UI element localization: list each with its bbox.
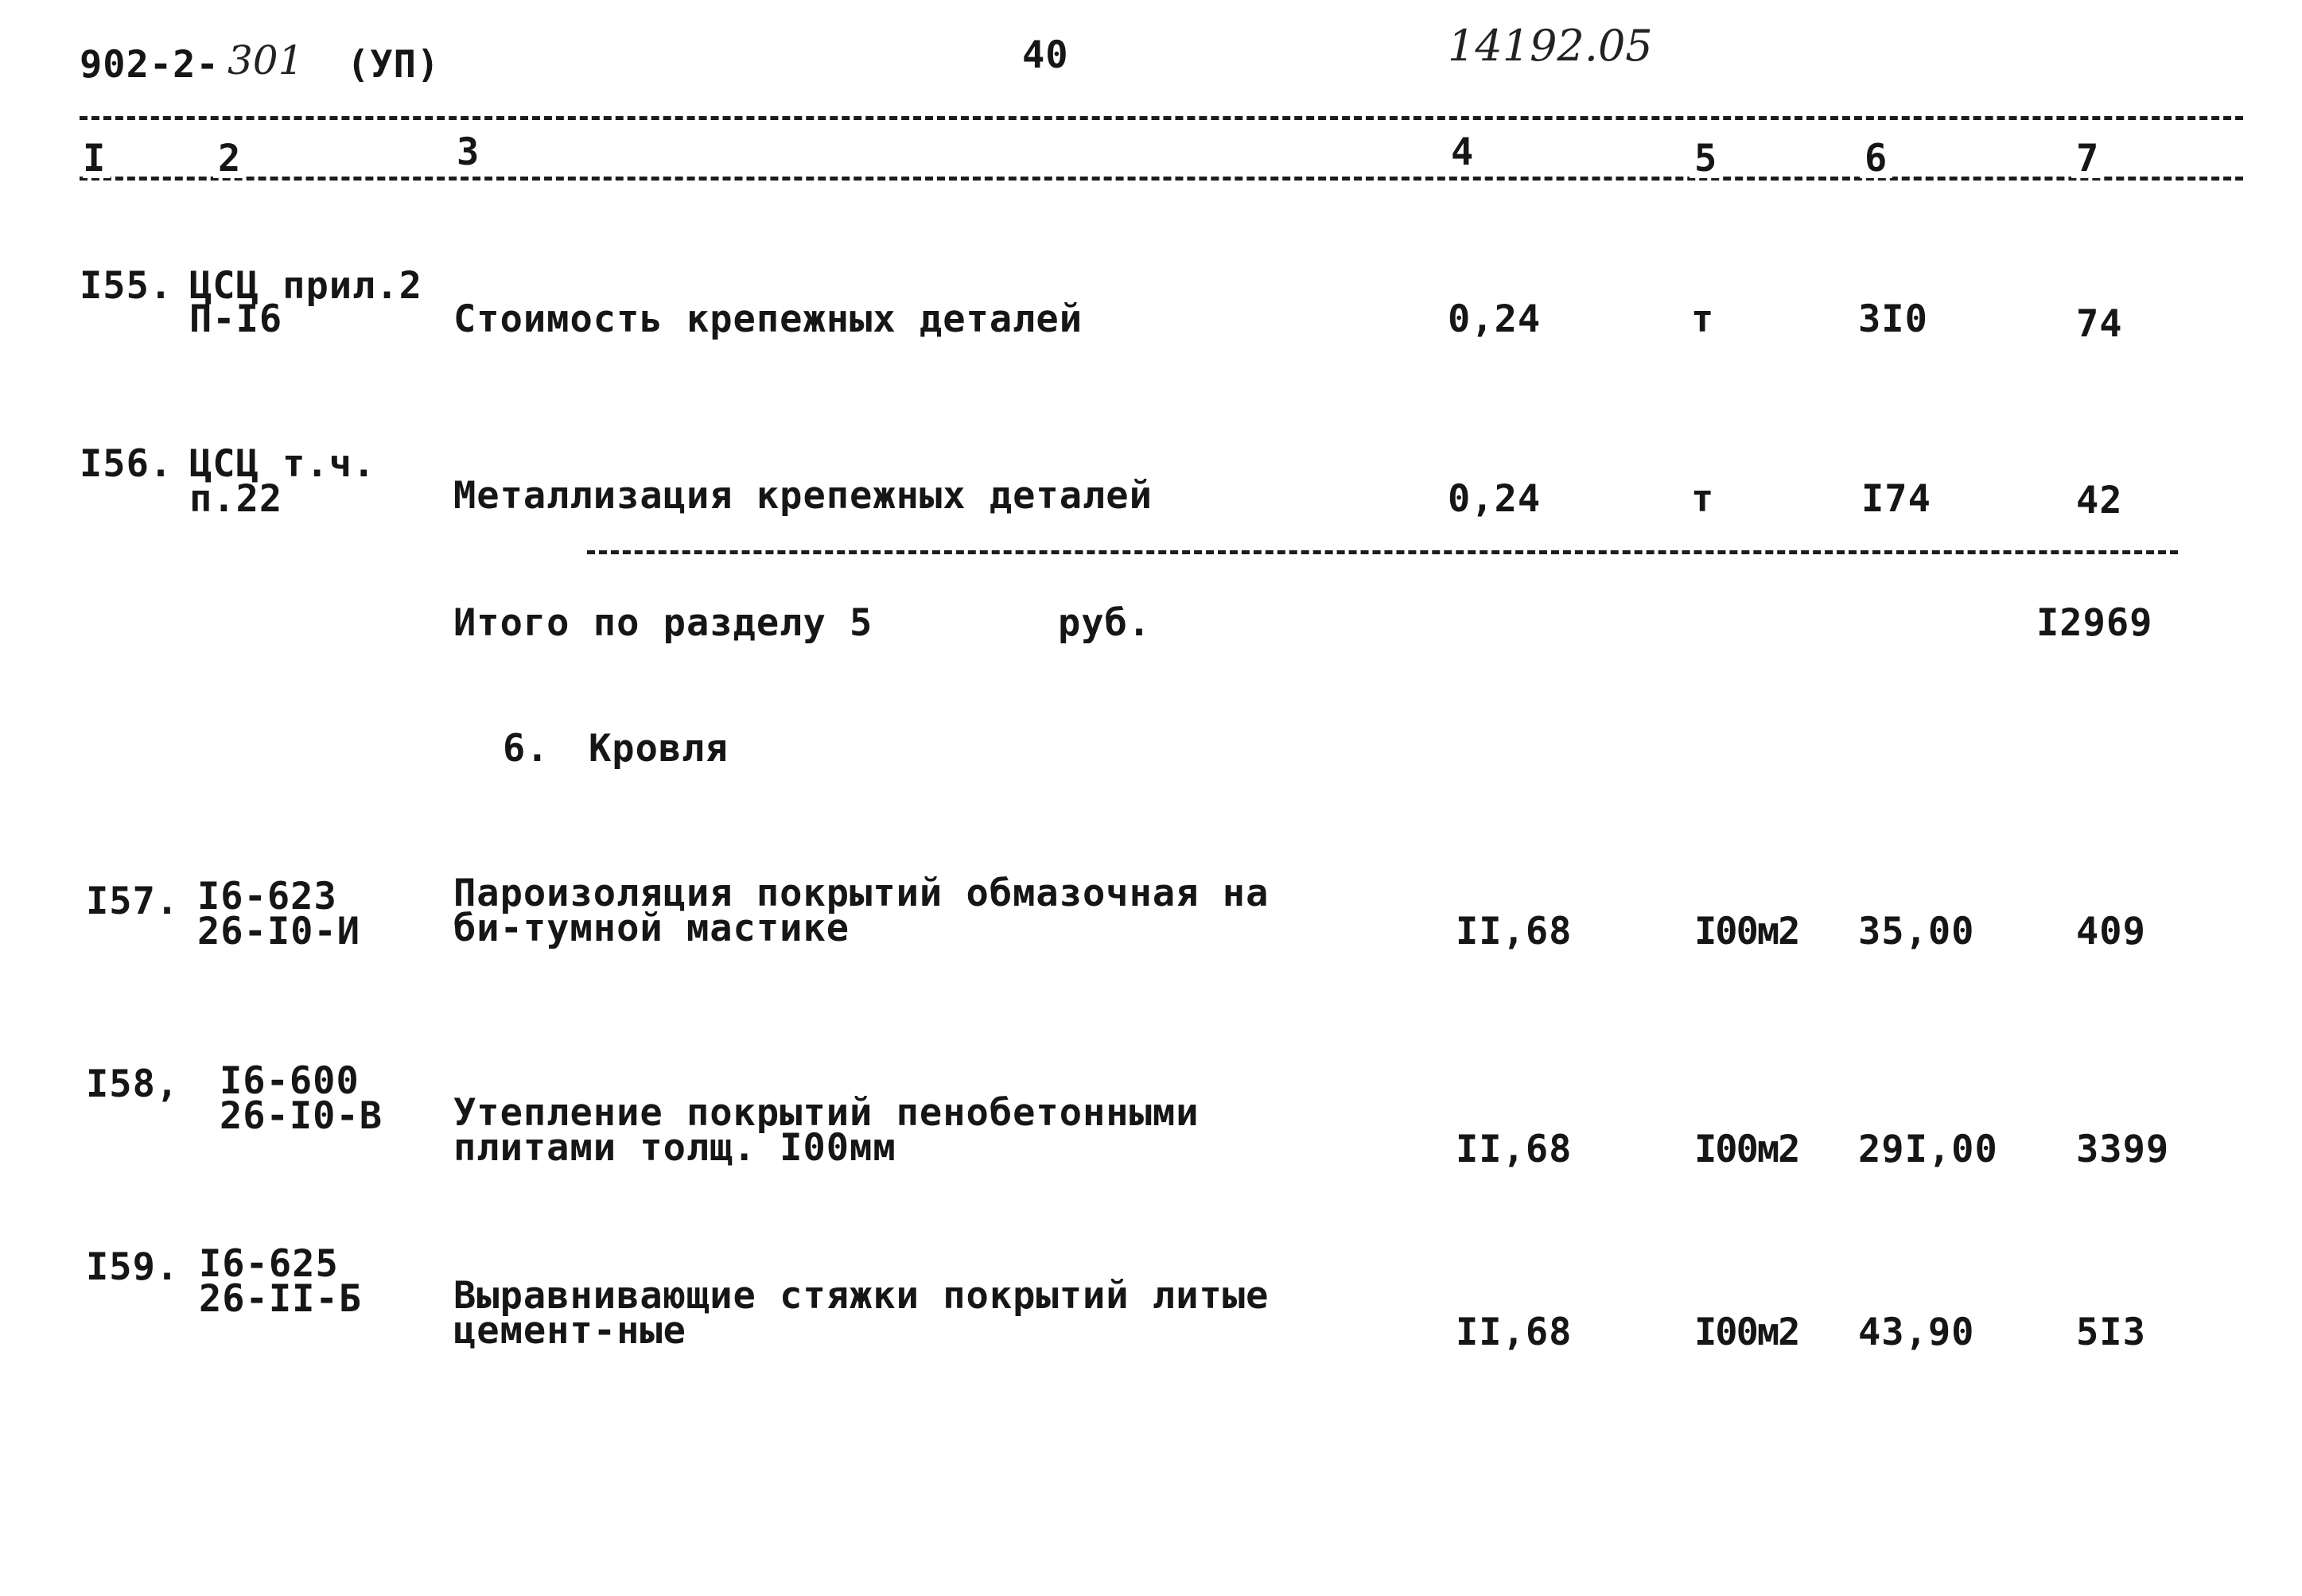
header-top-rule (80, 116, 2243, 120)
row-159-code-line2: 26-II-Б (199, 1277, 363, 1321)
row-157-total: 409 (2076, 910, 2146, 953)
volume-label: (УП) (347, 43, 441, 87)
col-num-1: I (83, 140, 111, 178)
row-155-code-line2: П-I6 (189, 297, 283, 341)
row-156-description: Металлизация крепежных деталей (453, 474, 1153, 518)
row-155-description: Стоимость крепежных деталей (453, 297, 1083, 341)
row-156-number: I56. (80, 442, 173, 486)
col-num-2: 2 (213, 140, 246, 178)
col-num-6: 6 (1860, 140, 1892, 178)
row-157-number: I57. (86, 880, 180, 923)
row-156-total: 42 (2076, 479, 2123, 522)
subtotal-label: Итого по разделу 5 (453, 601, 873, 645)
header-bottom-rule (80, 177, 2243, 181)
row-157-description: Пароизоляция покрытий обмазочная на би-тумной мастике (453, 872, 1270, 950)
row-158-code-line1: I6-600 (220, 1059, 360, 1103)
row-158-code-line2: 26-I0-В (220, 1094, 383, 1138)
series-handwritten-number: 301 (227, 37, 304, 83)
row-158-quantity: II,68 (1456, 1128, 1573, 1171)
row-158-price: 29I,00 (1858, 1128, 1998, 1171)
row-157-price: 35,00 (1858, 910, 1975, 953)
subtotal-value: I2969 (2036, 601, 2153, 645)
row-157-code-line2: 26-I0-И (197, 910, 361, 953)
row-156-quantity: 0,24 (1448, 477, 1542, 521)
row-158-number: I58, (86, 1062, 180, 1106)
page-number: 40 (1022, 33, 1069, 77)
row-157-code-line1: I6-623 (197, 875, 337, 918)
row-155-unit: т (1691, 297, 1715, 341)
row-159-number: I59. (86, 1245, 180, 1289)
archive-handwritten-number: 14192.05 (1448, 21, 1653, 71)
row-157-quantity: II,68 (1456, 910, 1573, 953)
col-num-4: 4 (1446, 134, 1479, 172)
row-157-unit: I00м2 (1694, 910, 1799, 953)
row-156-price: I74 (1861, 477, 1931, 521)
row-158-description: Утепление покрытий пенобетонными плитами толщ. I00мм (453, 1091, 1200, 1170)
subtotal-currency: руб. (1058, 601, 1152, 645)
row-155-quantity: 0,24 (1448, 297, 1542, 341)
col-num-5: 5 (1690, 140, 1722, 178)
section-title: Кровля (589, 727, 729, 771)
row-156-unit: т (1691, 477, 1715, 521)
row-159-unit: I00м2 (1694, 1311, 1799, 1354)
row-159-total: 5I3 (2076, 1311, 2146, 1354)
row-156-code-line2: п.22 (189, 477, 283, 521)
row-159-code-line1: I6-625 (199, 1242, 339, 1286)
row-159-price: 43,90 (1858, 1311, 1975, 1354)
row-155-total: 74 (2076, 302, 2123, 346)
row-155-number: I55. (80, 264, 173, 308)
row-158-unit: I00м2 (1694, 1128, 1799, 1171)
row-158-total: 3399 (2076, 1128, 2170, 1171)
row-159-description: Выравнивающие стяжки покрытий литые цемент-ные (453, 1274, 1270, 1353)
row-155-code-line1: ЦСЦ прил.2 (189, 264, 422, 308)
section-number: 6. (503, 727, 550, 771)
subtotal-rule (587, 550, 2178, 554)
row-159-quantity: II,68 (1456, 1311, 1573, 1354)
col-num-3: 3 (452, 134, 484, 172)
col-num-7: 7 (2071, 140, 2104, 178)
row-155-price: 3I0 (1858, 297, 1928, 341)
row-156-code-line1: ЦСЦ т.ч. (189, 442, 376, 486)
series-prefix: 902-2- (80, 43, 220, 87)
